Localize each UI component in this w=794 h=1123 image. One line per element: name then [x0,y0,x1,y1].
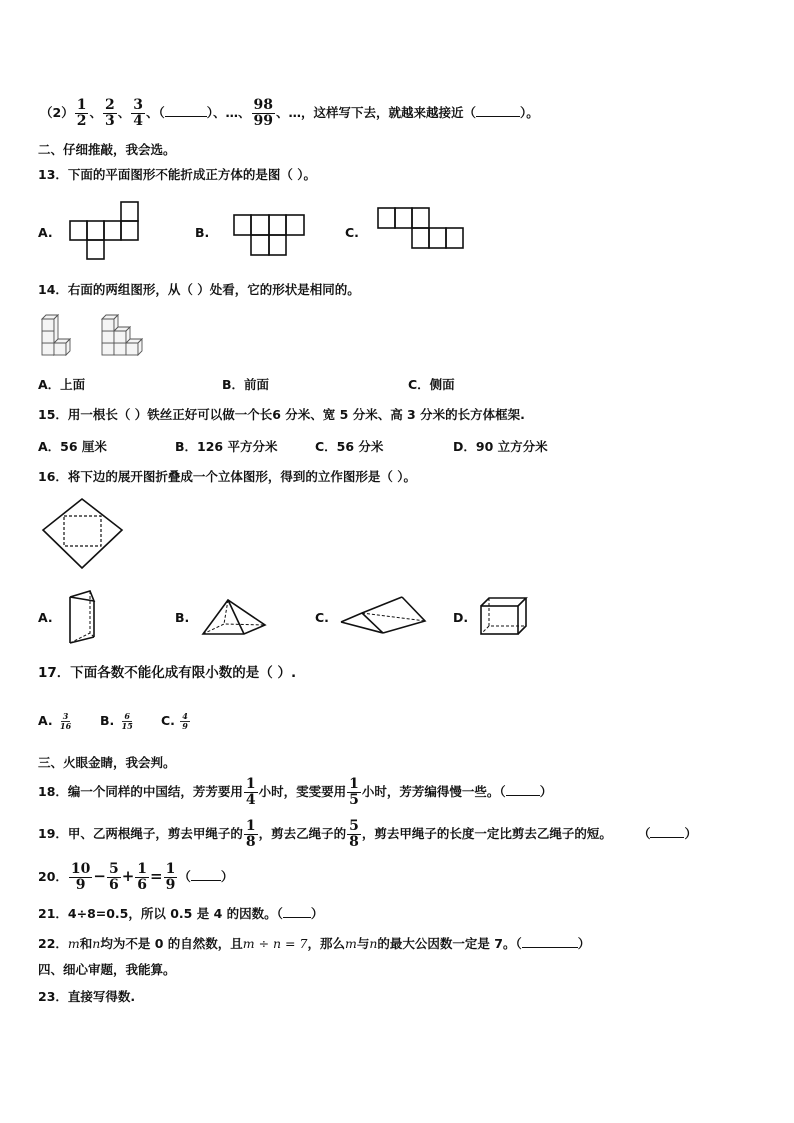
q15-option-a[interactable]: A．56 厘米 [38,439,107,454]
fraction-5-6: $\frac{5}{6}$ [108,861,119,893]
q18-line: 18．编一个同样的中国结，芳芳要用 $\frac{1}{4}$ 小时，雯雯要用 $\frac{1}{5}$ 小时，芳芳编得慢一些。（ ） [38,776,553,808]
q13-option-a-label[interactable]: A. [38,225,53,240]
fraction-1-4: $\frac{1}{4}$ [245,776,256,808]
section-3-title: 三、火眼金睛，我会判。 [38,755,176,770]
q17-stem: 17．下面各数不能化成有限小数的是（ ）. [38,665,297,681]
q14-option-a[interactable]: A．上面 [38,377,86,392]
section-4-title: 四、细心审题，我能算。 [38,962,176,977]
q17-option-a[interactable]: A. $\frac{3}{16}$ [38,711,72,731]
answer-blank[interactable] [283,905,311,918]
q20-line: 20． $\frac{10}{9}$ − $\frac{5}{6}$ + $\frac{1}{6}$ = $\frac{1}{9}$ （ ） [38,861,234,893]
fraction-2-3: $\frac{2}{3}$ [104,97,115,129]
answer-blank[interactable] [522,935,578,948]
q21-line: 21．4÷8=0.5，所以 0.5 是 4 的因数。（ ） [38,906,324,921]
fraction-3-4: $\frac{3}{4}$ [133,97,143,129]
q16-stem: 16．将下边的展开图折叠成一个立体图形，得到的立作图形是（ ）。 [38,469,416,484]
answer-blank[interactable] [191,868,221,881]
q12-part2-line: （2） $\frac{1}{2}$ 、 $\frac{2}{3}$ 、 $\frac{3}{4}$ 、（ ）、…、 $\frac{98}{99}$ 、…，这样写下去，就越来越接近（ ）。 [40,97,539,129]
q15-option-b[interactable]: B．126 平方分米 [175,439,278,454]
fraction-1-9: $\frac{1}{9}$ [165,861,176,893]
q15-option-d[interactable]: D．90 立方分米 [453,439,548,454]
q17-option-c[interactable]: C. $\frac{4}{9}$ [161,711,188,731]
q15-option-c[interactable]: C．56 分米 [315,439,384,454]
q14-option-b[interactable]: B．前面 [222,377,270,392]
fraction-1-8: $\frac{1}{8}$ [245,818,256,850]
q22-line: 22．m和n均为不是 0 的自然数，且m ÷ n = 7，那么m与n的最大公因数一定是 7。（ ） [38,936,591,951]
section-2-title: 二、仔细推敲，我会选。 [38,142,176,157]
q23-stem: 23．直接写得数. [38,989,136,1004]
fraction-98-99: $\frac{98}{99}$ [253,97,274,129]
answer-blank[interactable] [650,825,684,838]
q17-option-b[interactable]: B. $\frac{6}{15}$ [100,711,133,731]
q14-option-c[interactable]: C．侧面 [408,377,455,392]
answer-blank[interactable] [506,783,540,796]
fraction-10-9: $\frac{10}{9}$ [70,861,91,893]
fraction-5-8: $\frac{5}{8}$ [349,818,359,850]
fraction-3-16: $\frac{3}{16}$ [60,711,72,731]
q16-option-d-label[interactable]: D. [453,610,469,625]
q12-prefix: （2） [40,105,74,120]
fraction-1-5: $\frac{1}{5}$ [349,776,359,808]
q19-line: 19．甲、乙两根绳子，剪去甲绳子的 $\frac{1}{8}$ ，剪去乙绳子的 $\frac{5}{8}$ ，剪去甲绳子的长度一定比剪去乙绳子的短。 （ ） [38,818,697,850]
q13-option-c-label[interactable]: C. [345,225,359,240]
q16-option-b-label[interactable]: B. [175,610,190,625]
fraction-1-2: $\frac{1}{2}$ [76,97,87,129]
q15-stem: 15．用一根长（ ）铁丝正好可以做一个长6 分米、宽 5 分米、高 3 分米的长方体框架. [38,407,525,422]
q14-stem: 14．右面的两组图形，从（ ）处看，它的形状是相同的。 [38,282,360,297]
q16-option-c-label[interactable]: C. [315,610,329,625]
fraction-1-6: $\frac{1}{6}$ [137,861,148,893]
q13-stem: 13．下面的平面图形不能折成正方体的是图（ ）。 [38,167,316,182]
q13-option-b-label[interactable]: B. [195,225,210,240]
q16-option-a-label[interactable]: A. [38,610,53,625]
fraction-4-9: $\frac{4}{9}$ [182,711,188,731]
fraction-6-15: $\frac{6}{15}$ [121,711,133,731]
